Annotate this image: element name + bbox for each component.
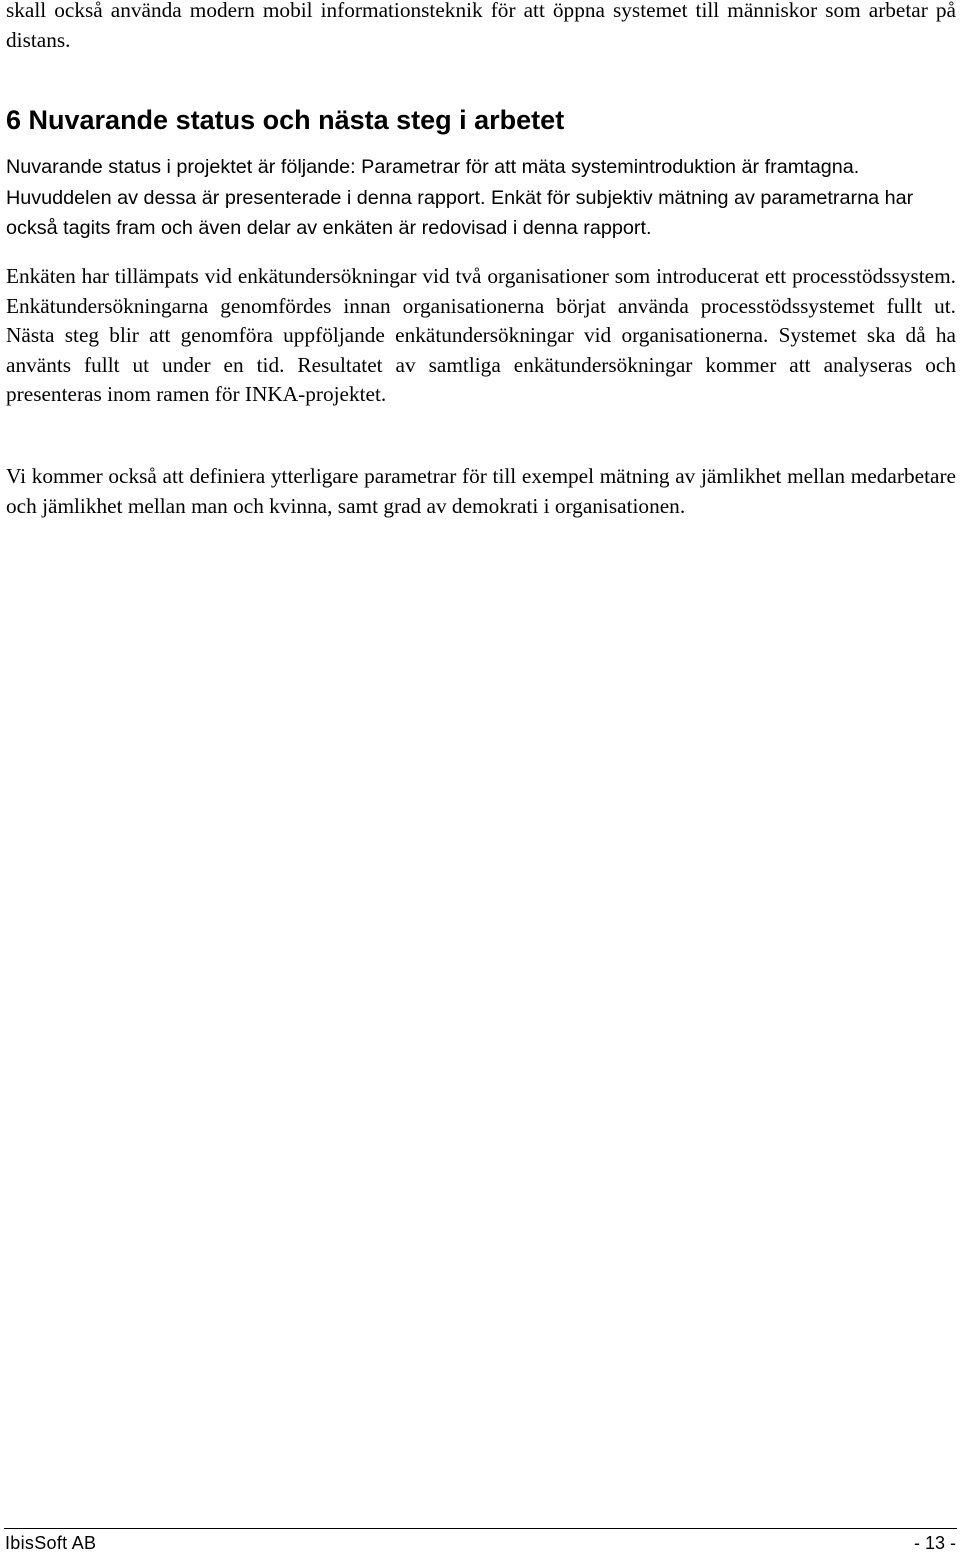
footer-page-number: - 13 - <box>913 1533 956 1553</box>
survey-paragraph: Enkäten har tillämpats vid enkätundersökningar vid två organisationer som introducerat ett processtödssystem. Enkätundersökningarna genomfördes innan organisationerna börjat använda processtödssystemet fullt ut. Nästa steg blir att genomföra uppföljande enkätundersökningar vid organisationerna. Systemet ska då ha använts fullt ut under en tid. Resultatet av samtliga enkätundersökningar kommer att analyseras och presenteras inom ramen för INKA-projektet. <box>6 264 956 406</box>
status-paragraph-text: Nuvarande status i projektet är följande: Parametrar för att mäta systemintroduktion är framtagna. Huvuddelen av dessa är presenterade i denna rapport. Enkät för subjektiv mätning av parametrarna har också tagits fram och även delar av enkäten är redovisad i denna rapport. <box>6 156 914 239</box>
footer-company: IbisSoft AB <box>5 1533 97 1553</box>
status-paragraph <box>6 152 956 244</box>
footer-divider <box>4 1528 957 1529</box>
intro-paragraph: skall också använda modern mobil informationsteknik för att öppna systemet till människor som arbetar på distans. <box>6 0 956 52</box>
section-heading: 6 Nuvarande status och nästa steg i arbetet <box>6 105 565 135</box>
future-paragraph: Vi kommer också att definiera ytterligare parametrar för till exempel mätning av jämlikhet mellan medarbetare och jämlikhet mellan man och kvinna, samt grad av demokrati i organisationen. <box>6 464 956 518</box>
